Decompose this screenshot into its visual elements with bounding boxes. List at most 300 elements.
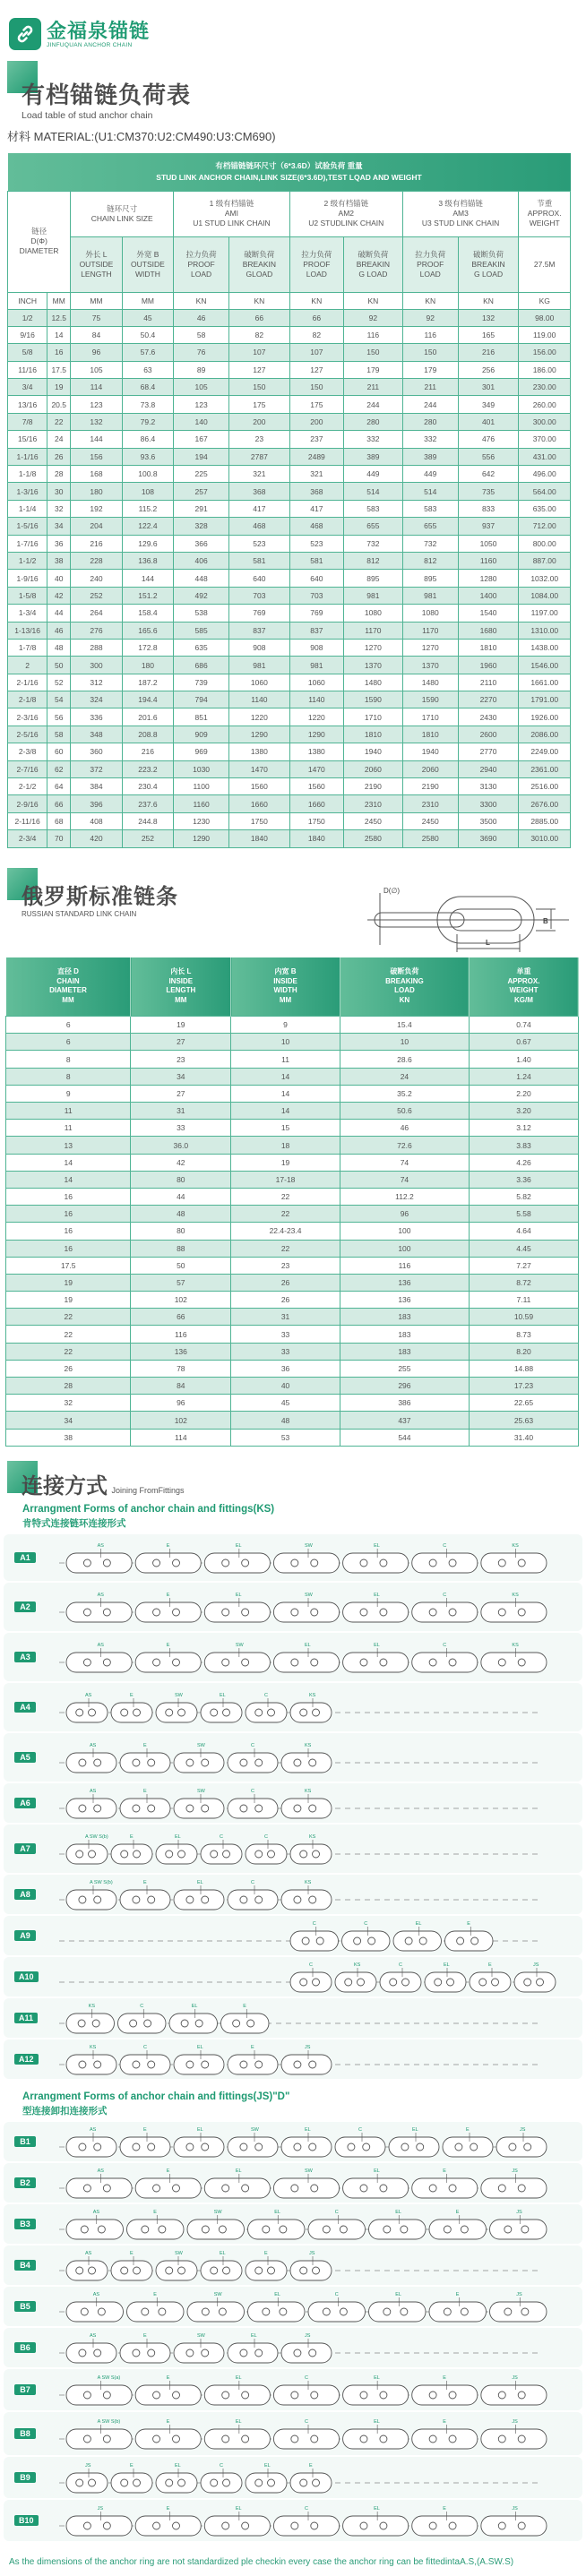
fitting-label: EL — [220, 2250, 226, 2256]
table-cell: 34 — [6, 1412, 131, 1429]
table-cell: 655 — [402, 518, 458, 535]
table-cell: 2787 — [229, 448, 290, 465]
column-header — [231, 957, 340, 1017]
table-cell: 60 — [47, 743, 71, 760]
chain-link-icon — [174, 2137, 224, 2157]
table-row — [6, 1223, 579, 1240]
table-cell: 14 — [231, 1068, 340, 1085]
chain-link-icon — [66, 2516, 132, 2536]
table-cell: 1590 — [402, 691, 458, 708]
table-cell: 22.65 — [469, 1395, 578, 1412]
fitting-label: EL — [412, 2126, 418, 2133]
table-cell: 44 — [47, 605, 71, 622]
table-row — [8, 518, 571, 535]
table-cell: 116 — [131, 1326, 231, 1343]
chain-arrangement-drawing — [4, 1633, 577, 1681]
table-cell: 1380 — [289, 743, 343, 760]
stud-section-subtitle: Load table of stud anchor chain — [22, 110, 153, 121]
table-cell: 3010.00 — [519, 830, 571, 847]
fitting-label: EL — [374, 1592, 380, 1598]
fitting-label: SW — [213, 2209, 222, 2215]
table-row — [8, 830, 571, 847]
table-cell: 2600 — [458, 726, 519, 743]
table-cell: 1-7/8 — [8, 639, 47, 656]
chain-link-icon — [66, 2220, 124, 2239]
chain-link-icon — [174, 2343, 224, 2363]
unit-cell: MM — [71, 292, 122, 309]
table-cell: 237 — [289, 431, 343, 448]
fitting-label: JS — [512, 2168, 518, 2174]
fitting-label: AS — [90, 2332, 97, 2339]
chain-link-icon — [120, 1799, 170, 1818]
fitting-label: EL — [274, 2291, 280, 2297]
chain-link-icon — [156, 2261, 197, 2280]
chain-link-icon — [66, 2302, 124, 2322]
header-line: 直径 D — [56, 967, 79, 976]
fitting-label: AS — [85, 2250, 92, 2256]
table-cell: 389 — [343, 448, 402, 465]
table-cell: 348 — [71, 726, 122, 743]
table-row — [6, 1171, 579, 1188]
chain-link-icon — [412, 1653, 478, 1672]
table-cell: 107 — [229, 344, 290, 361]
table-row — [6, 1257, 579, 1274]
table-row — [6, 1120, 579, 1137]
header-line: BREAKIN — [356, 259, 391, 269]
chain-link-icon — [490, 2302, 547, 2322]
table-cell: 180 — [122, 657, 173, 674]
table-cell: 420 — [71, 830, 122, 847]
header-line: U1 STUD LINK CHAIN — [193, 219, 271, 228]
table-cell: 2-1/16 — [8, 674, 47, 691]
table-cell: 72.6 — [340, 1137, 469, 1154]
table-cell: 312 — [71, 674, 122, 691]
table-row — [8, 587, 571, 604]
table-cell: 34 — [47, 518, 71, 535]
fitting-label: C — [305, 2505, 308, 2512]
table-cell: 19 — [6, 1292, 131, 1309]
table-cell: 1-7/16 — [8, 535, 47, 552]
table-cell: 794 — [174, 691, 229, 708]
fitting-label: AS — [97, 1592, 104, 1598]
table-cell: 38 — [6, 1429, 131, 1446]
header-line: PROOF — [303, 259, 331, 269]
table-cell: 14.88 — [469, 1360, 578, 1377]
header-line: OUTSIDE — [79, 259, 114, 269]
fitting-label: E — [153, 2291, 157, 2297]
table-cell: 116 — [402, 326, 458, 343]
fitting-label: E — [143, 1788, 147, 1794]
chain-link-icon — [127, 2302, 185, 2322]
table-row — [6, 1395, 579, 1412]
table-cell: 66 — [289, 309, 343, 326]
chain-link-icon — [246, 2261, 287, 2280]
table-cell: 183 — [340, 1309, 469, 1326]
table-cell: 100 — [340, 1223, 469, 1240]
table-cell: 1661.00 — [519, 674, 571, 691]
table-cell: 887.00 — [519, 552, 571, 569]
arrangement-id-badge: B1 — [14, 2136, 36, 2147]
table-cell: 17.5 — [6, 1257, 131, 1274]
arrangement-row-b2 — [4, 2163, 582, 2202]
table-cell: 5.58 — [469, 1206, 578, 1223]
table-cell: 1380 — [229, 743, 290, 760]
table-cell: 42 — [131, 1154, 231, 1171]
table-cell: 223.2 — [122, 760, 173, 777]
chain-link-icon — [66, 2385, 132, 2405]
table-cell: 144 — [71, 431, 122, 448]
table-cell: 739 — [174, 674, 229, 691]
header-line: LOAD — [394, 986, 415, 995]
table-row — [8, 795, 571, 812]
header-line: BREAKING — [385, 976, 424, 985]
header-line: INSIDE — [273, 976, 297, 985]
table-cell: 583 — [343, 500, 402, 517]
table-cell: 1791.00 — [519, 691, 571, 708]
arrangement-id-badge: A5 — [14, 1752, 36, 1763]
table-cell: 1660 — [289, 795, 343, 812]
chain-link-icon — [290, 1844, 332, 1864]
table-cell: 8.72 — [469, 1274, 578, 1291]
chain-link-icon — [496, 2137, 547, 2157]
table-cell: 192 — [71, 500, 122, 517]
table-cell: 1840 — [229, 830, 290, 847]
fitting-label: KS — [512, 1642, 519, 1648]
table-cell: 1370 — [402, 657, 458, 674]
chain-link-icon — [412, 2385, 478, 2405]
table-cell: 837 — [229, 622, 290, 639]
fitting-label: EL — [264, 2462, 271, 2469]
table-cell: 17.5 — [47, 361, 71, 378]
table-cell: 360 — [71, 743, 122, 760]
table-cell: 165.6 — [122, 622, 173, 639]
table-cell: 216 — [122, 743, 173, 760]
table-cell: 31 — [131, 1103, 231, 1120]
table-cell: 6 — [6, 1034, 131, 1051]
table-cell: 468 — [289, 518, 343, 535]
table-cell: 208.8 — [122, 726, 173, 743]
table-cell: 437 — [340, 1412, 469, 1429]
fitting-label: EL — [374, 1542, 380, 1549]
table-row — [8, 708, 571, 726]
table-cell: 14 — [6, 1171, 131, 1188]
table-cell: 105 — [71, 361, 122, 378]
table-cell: 107 — [289, 344, 343, 361]
header-line: 链环尺寸 — [107, 203, 138, 213]
table-cell: 116 — [343, 326, 402, 343]
chain-link-icon — [490, 2220, 547, 2239]
chain-link-icon — [201, 2473, 242, 2493]
table-cell: 14 — [231, 1085, 340, 1102]
fitting-label: AS — [92, 2291, 100, 2297]
fitting-label: C — [364, 1920, 368, 1927]
fitting-label: EL — [374, 2505, 380, 2512]
table-cell: 523 — [229, 535, 290, 552]
chain-link-icon — [187, 2220, 245, 2239]
table-cell: 321 — [289, 466, 343, 483]
table-cell: 13/16 — [8, 396, 47, 413]
fitting-label: KS — [305, 1788, 312, 1794]
fitting-label: EL — [374, 2418, 380, 2425]
chain-link-icon — [120, 1890, 170, 1910]
fitting-label: C — [399, 1962, 402, 1968]
table-cell: 4.64 — [469, 1223, 578, 1240]
arrangement-id-badge: B7 — [14, 2384, 36, 2395]
fitting-label: EL — [235, 1592, 242, 1598]
table-cell: 386 — [340, 1395, 469, 1412]
fitting-label: AS — [90, 2126, 97, 2133]
table-cell: 1060 — [289, 674, 343, 691]
chain-link-icon — [290, 1703, 332, 1722]
brand-name-cn: 金福泉锚链 — [47, 19, 151, 42]
chain-link-icon — [273, 1553, 339, 1573]
chain-link-icon — [228, 1799, 278, 1818]
fitting-label: SW — [251, 2126, 259, 2133]
table-cell: 114 — [131, 1429, 231, 1446]
joining-section-header — [0, 1459, 586, 1497]
fitting-label: E — [455, 2209, 460, 2215]
header-line: WIDTH — [134, 269, 160, 279]
table-row — [8, 326, 571, 343]
table-row — [8, 309, 571, 326]
chain-link-icon — [389, 2137, 439, 2157]
header-line: 链径 — [31, 227, 47, 236]
table-cell: 4.26 — [469, 1154, 578, 1171]
chain-link-icon — [201, 1844, 242, 1864]
table-cell: 3.36 — [469, 1171, 578, 1188]
banner-cn: 有档锚链链环尺寸（6*3.6D）试验负荷 重量 — [215, 160, 363, 170]
fitting-label: E — [166, 1542, 170, 1549]
arrangement-row-b6 — [4, 2328, 582, 2367]
unit-cell: KN — [458, 292, 519, 309]
chain-link-icon — [281, 2055, 332, 2074]
table-cell: 372 — [71, 760, 122, 777]
fitting-label: E — [130, 2462, 134, 2469]
table-cell: 22 — [6, 1326, 131, 1343]
fitting-label: JS — [305, 2332, 311, 2339]
chain-link-icon — [66, 1703, 108, 1722]
table-cell: 1840 — [289, 830, 343, 847]
table-cell: 50.6 — [340, 1103, 469, 1120]
table-cell: 31.40 — [469, 1429, 578, 1446]
table-cell: 136 — [131, 1343, 231, 1360]
table-cell: 370.00 — [519, 431, 571, 448]
joining-section-title: 连接方式 — [22, 1473, 108, 1498]
table-cell: 48 — [47, 639, 71, 656]
chain-link-icon — [343, 2516, 409, 2536]
fitting-label: KS — [354, 1962, 361, 1968]
table-cell: 1270 — [343, 639, 402, 656]
table-cell: 230.4 — [122, 778, 173, 795]
table-cell: 851 — [174, 708, 229, 726]
table-cell: 2770 — [458, 743, 519, 760]
arrangement-row-a9 — [4, 1916, 582, 1955]
table-cell: 1560 — [229, 778, 290, 795]
table-row — [6, 1068, 579, 1085]
table-cell: 56 — [47, 708, 71, 726]
arrangement-id-badge: A12 — [14, 2054, 39, 2065]
table-cell: 23 — [131, 1051, 231, 1068]
table-cell: 2580 — [402, 830, 458, 847]
chain-link-icon — [66, 1753, 116, 1773]
table-cell: 84 — [71, 326, 122, 343]
group-header-u2 — [289, 191, 402, 236]
banner-en: STUD LINK ANCHOR CHAIN,LINK SIZE(6*3.6D),TEST LQAD AND WEIGHT — [156, 172, 422, 182]
table-row — [6, 1309, 579, 1326]
table-cell: 211 — [343, 379, 402, 396]
table-cell: 28.6 — [340, 1051, 469, 1068]
table-cell: 431.00 — [519, 448, 571, 465]
fitting-label: KS — [309, 1833, 316, 1840]
chain-link-icon — [343, 2178, 409, 2198]
table-cell: 3.12 — [469, 1120, 578, 1137]
table-row — [6, 1429, 579, 1446]
fitting-label: E — [443, 2168, 446, 2174]
table-cell: 581 — [229, 552, 290, 569]
table-cell: 969 — [174, 743, 229, 760]
table-cell: 23 — [231, 1257, 340, 1274]
table-cell: 895 — [402, 570, 458, 587]
fitting-label: EL — [374, 2374, 380, 2381]
table-cell: 211 — [402, 379, 458, 396]
table-cell: 895 — [343, 570, 402, 587]
header-line: APPROX. — [507, 976, 540, 985]
table-cell: 368 — [289, 483, 343, 500]
table-cell: 255 — [340, 1360, 469, 1377]
chain-link-icon — [66, 2137, 116, 2157]
fitting-label: EL — [235, 2168, 242, 2174]
table-cell: 58 — [47, 726, 71, 743]
table-cell: 16 — [6, 1223, 131, 1240]
chain-arrangement-drawing — [4, 1825, 577, 1873]
table-cell: 468 — [229, 518, 290, 535]
chain-link-icon — [66, 1602, 132, 1622]
header-line: D(Φ) — [30, 236, 47, 245]
table-cell: 14 — [231, 1103, 340, 1120]
table-cell: 17-18 — [231, 1171, 340, 1188]
table-cell: 2361.00 — [519, 760, 571, 777]
table-cell: 70 — [47, 830, 71, 847]
table-cell: 2310 — [402, 795, 458, 812]
chain-link-icon — [343, 1602, 409, 1622]
table-cell: 2 — [8, 657, 47, 674]
chain-link-icon — [343, 1653, 409, 1672]
table-row — [8, 431, 571, 448]
chain-link-icon — [412, 2516, 478, 2536]
table-cell: 53 — [231, 1429, 340, 1446]
table-cell: 389 — [402, 448, 458, 465]
fitting-label: C — [334, 2209, 339, 2215]
chain-link-icon — [290, 1972, 332, 1992]
header-line: LOAD — [191, 269, 212, 279]
table-cell: 321 — [229, 466, 290, 483]
fitting-label: E — [130, 1692, 134, 1698]
column-subheader — [289, 236, 343, 292]
header-line: 2 级有档锚链 — [323, 199, 369, 208]
table-cell: 132 — [458, 309, 519, 326]
table-cell: 10 — [231, 1034, 340, 1051]
chain-arrangement-drawing — [4, 1875, 577, 1914]
fitting-label: C — [312, 1920, 316, 1927]
chain-link-icon — [290, 2473, 332, 2493]
chain-link-icon — [369, 2302, 427, 2322]
chain-arrangement-drawing — [4, 1733, 577, 1782]
chain-arrangement-drawing — [4, 1916, 577, 1955]
unit-cell: INCH — [8, 292, 47, 309]
group-header-u3 — [402, 191, 519, 236]
table-cell: 200 — [229, 413, 290, 430]
chain-link-icon — [308, 2302, 366, 2322]
chain-link-icon — [111, 2261, 152, 2280]
table-cell: 1030 — [174, 760, 229, 777]
header-line: MM — [175, 995, 187, 1004]
table-cell: 635.00 — [519, 500, 571, 517]
table-cell: 22 — [231, 1240, 340, 1257]
table-cell: 100.8 — [122, 466, 173, 483]
column-header — [340, 957, 469, 1017]
table-row — [8, 674, 571, 691]
fitting-label: EL — [374, 2168, 380, 2174]
table-cell: 2-1/2 — [8, 778, 47, 795]
table-cell: 150 — [402, 344, 458, 361]
table-cell: 150 — [343, 344, 402, 361]
column-subheader — [458, 236, 519, 292]
table-cell: 144 — [122, 570, 173, 587]
arrangement-id-badge: A4 — [14, 1702, 36, 1713]
table-cell: 31 — [231, 1309, 340, 1326]
fitting-label: KS — [90, 2044, 97, 2050]
fitting-label: SW — [305, 2168, 313, 2174]
table-cell: 15 — [231, 1120, 340, 1137]
chain-link-icon — [66, 1890, 116, 1910]
table-cell: 3.83 — [469, 1137, 578, 1154]
fitting-label: E — [264, 2250, 268, 2256]
unit-cell: KG — [519, 292, 571, 309]
fitting-label: KS — [305, 1879, 312, 1885]
chain-arrangement-drawing — [4, 1534, 577, 1581]
chain-link-dimension-diagram — [367, 873, 582, 954]
arrangement-row-b5 — [4, 2287, 582, 2326]
table-cell: 256 — [458, 361, 519, 378]
arrangement-row-b7 — [4, 2369, 582, 2410]
table-cell: 1810 — [402, 726, 458, 743]
table-cell: 73.8 — [122, 396, 173, 413]
header-line: WEIGHT — [509, 986, 539, 995]
table-cell: 686 — [174, 657, 229, 674]
chain-link-icon — [281, 2343, 332, 2363]
fitting-label: E — [166, 2505, 170, 2512]
table-cell: 408 — [71, 812, 122, 829]
table-cell: 981 — [402, 587, 458, 604]
arrangement-row-a11 — [4, 1998, 582, 2038]
chain-link-icon — [246, 1703, 287, 1722]
header-line: WIDTH — [273, 986, 297, 995]
fitting-label: E — [143, 1879, 147, 1885]
table-cell: 17.23 — [469, 1378, 578, 1395]
chain-link-icon — [481, 2429, 547, 2449]
chain-link-icon — [273, 2178, 339, 2198]
table-cell: 216 — [458, 344, 519, 361]
chain-link-icon — [118, 2014, 167, 2033]
table-cell: 368 — [229, 483, 290, 500]
header-line: CHAIN LINK SIZE — [90, 213, 153, 223]
table-row — [8, 500, 571, 517]
table-cell: 280 — [402, 413, 458, 430]
header-line: 内宽 B — [274, 967, 297, 976]
table-row — [8, 552, 571, 569]
chain-link-icon — [174, 1890, 224, 1910]
table-cell: 100 — [340, 1240, 469, 1257]
